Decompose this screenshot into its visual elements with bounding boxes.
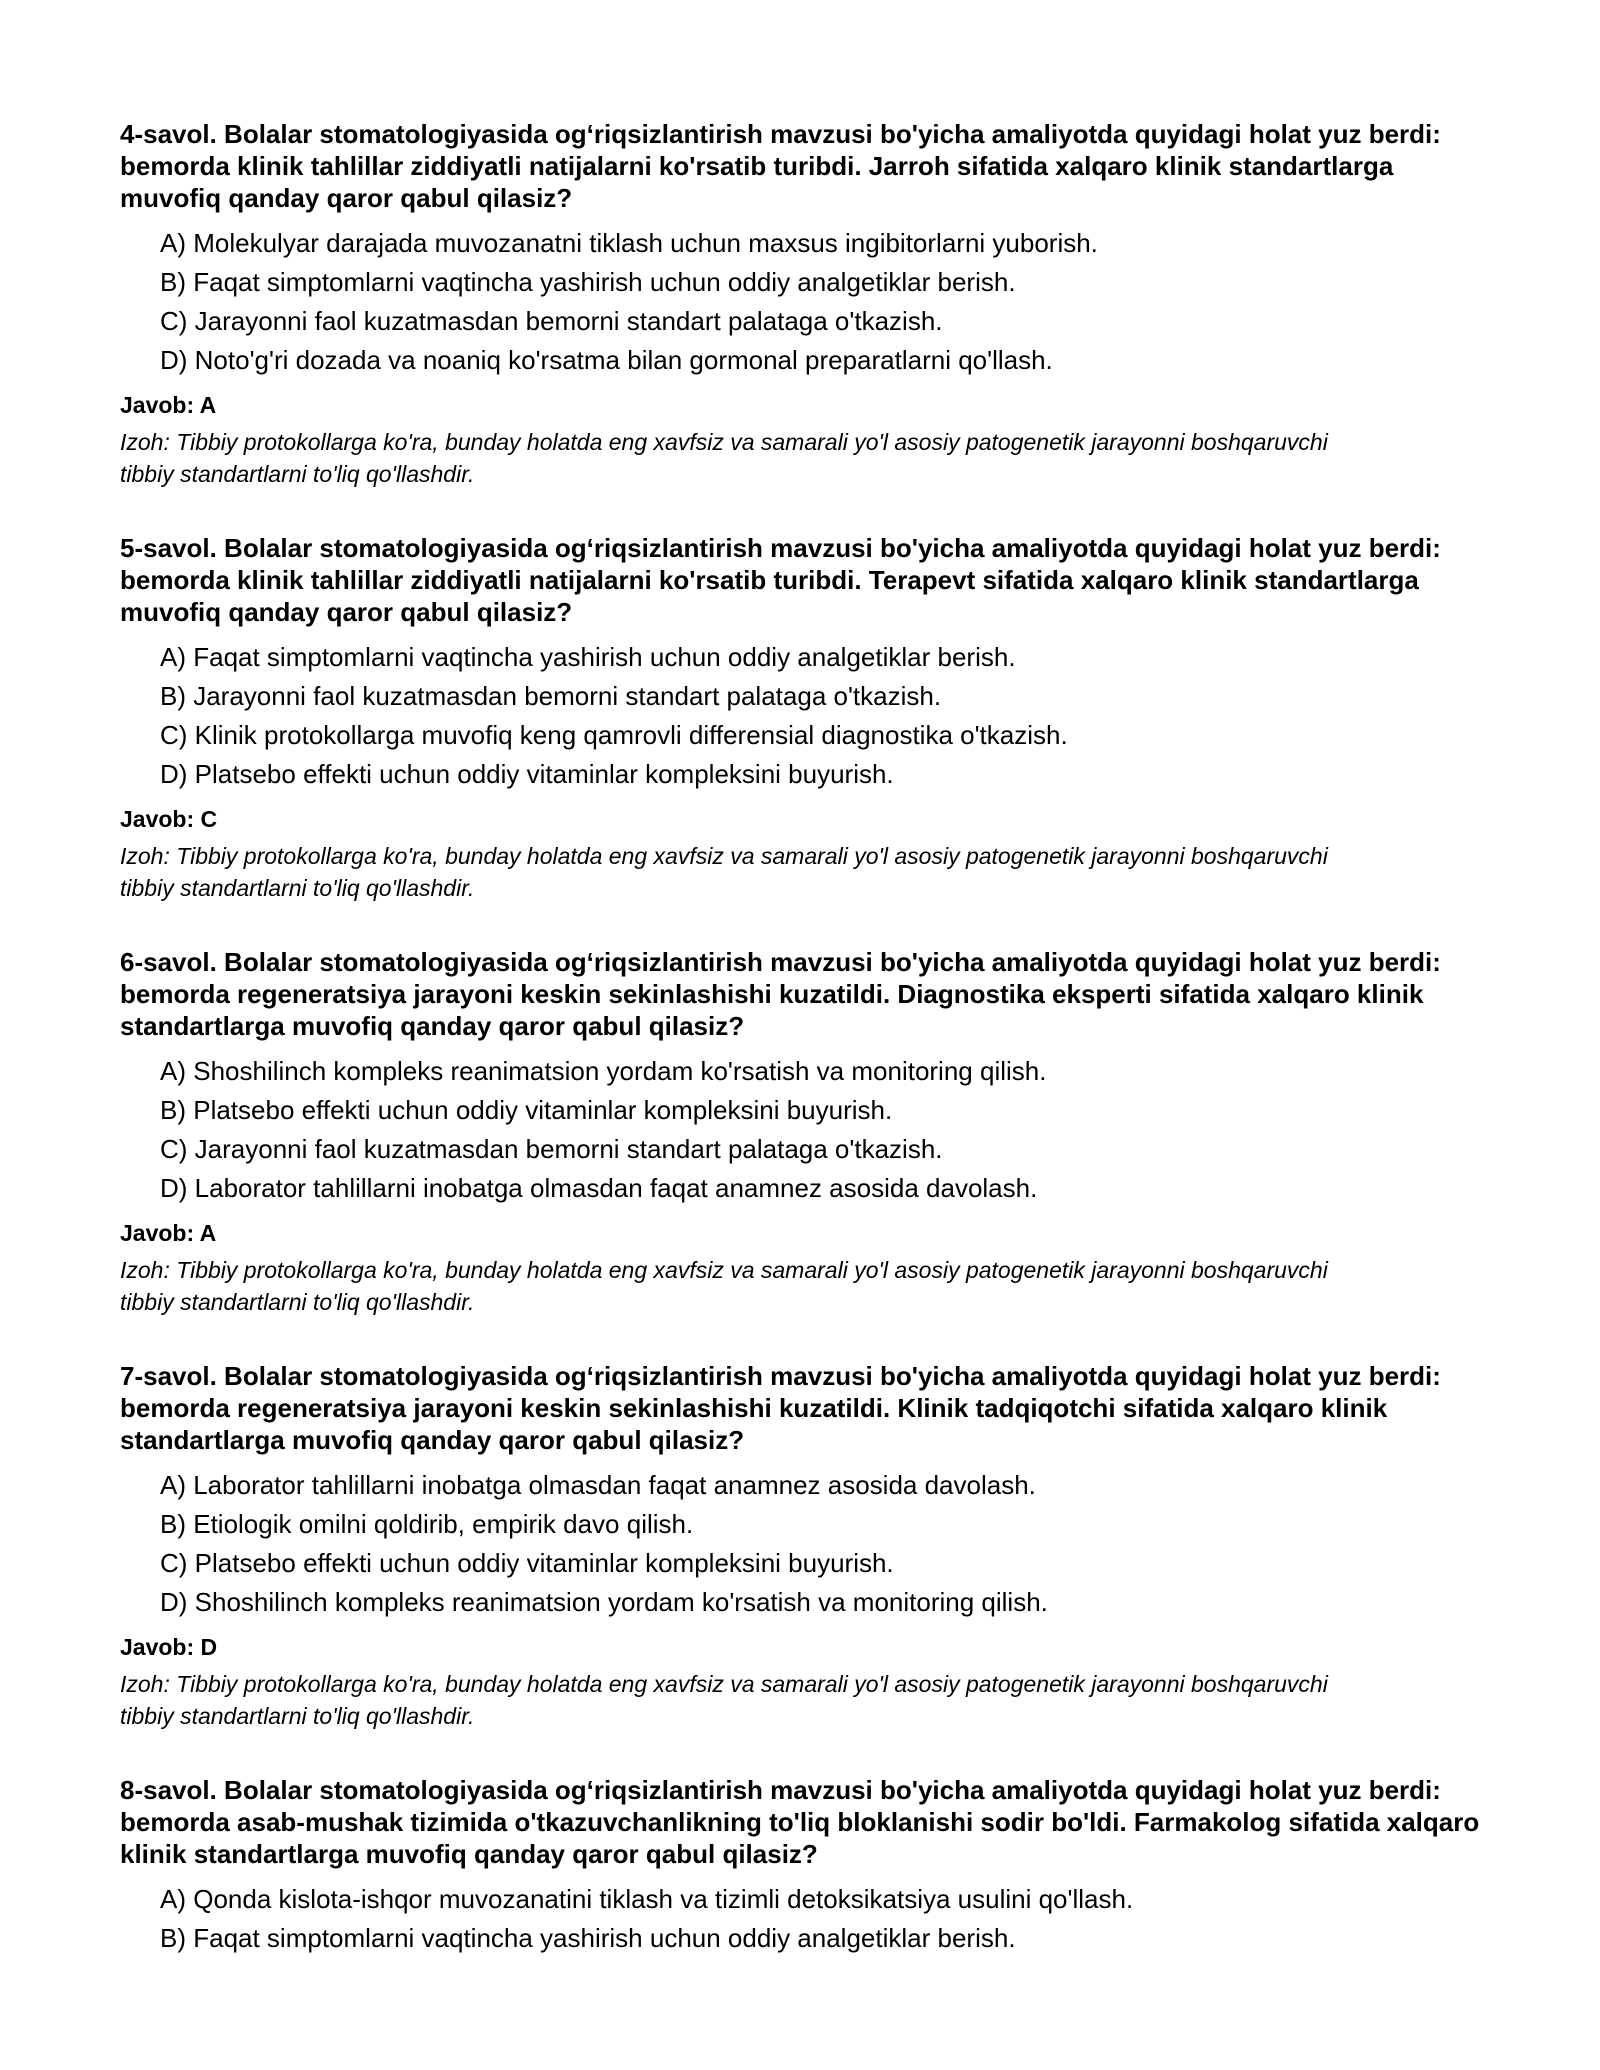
question-title: 4-savol. Bolalar stomatologiyasida og‘riqsizlantirish mavzusi bo'yicha amaliyotda quyidagi holat yuz berdi: bemorda klinik tahlillar ziddiyatli natijalarni ko'rsatib turibdi. Jarroh sifatida xalqaro klinik standartlarga muvofiq qanday qaror qabul qilasiz? <box>120 119 1441 213</box>
option-a: A) Faqat simptomlarni vaqtincha yashirish uchun oddiy analgetiklar berish. <box>160 642 1016 672</box>
options-list <box>120 1880 1500 1958</box>
question-8 <box>120 1774 1500 1958</box>
options-list <box>120 1466 1500 1622</box>
explanation-note: Izoh: Tibbiy protokollarga ko'ra, bunday holatda eng xavfsiz va samarali yo'l asosiy patogenetik jarayonni boshqaruvchi tibbiy standartlarni to'liq qo'llashdir. <box>120 429 1328 487</box>
options-list <box>120 638 1500 794</box>
option-b: B) Etiologik omilni qoldirib, empirik davo qilish. <box>160 1509 694 1539</box>
question-title: 8-savol. Bolalar stomatologiyasida og‘riqsizlantirish mavzusi bo'yicha amaliyotda quyidagi holat yuz berdi: bemorda asab-mushak tizimida o'tkazuvchanlikning to'liq bloklanishi sodir bo'ldi. Farmakolog sifatida xalqaro klinik standartlarga muvofiq qanday qaror qabul qilasiz? <box>120 1775 1480 1869</box>
option-d: D) Shoshilinch kompleks reanimatsion yordam ko'rsatish va monitoring qilish. <box>160 1587 1048 1617</box>
question-6 <box>120 946 1500 1318</box>
question-title: 5-savol. Bolalar stomatologiyasida og‘riqsizlantirish mavzusi bo'yicha amaliyotda quyidagi holat yuz berdi: bemorda klinik tahlillar ziddiyatli natijalarni ko'rsatib turibdi. Terapevt sifatida xalqaro klinik standartlarga muvofiq qanday qaror qabul qilasiz? <box>120 533 1441 627</box>
option-c: C) Jarayonni faol kuzatmasdan bemorni standart palataga o'tkazish. <box>160 306 943 336</box>
question-title: 6-savol. Bolalar stomatologiyasida og‘riqsizlantirish mavzusi bo'yicha amaliyotda quyidagi holat yuz berdi: bemorda regeneratsiya jarayoni keskin sekinlashishi kuzatildi. Diagnostika eksperti sifatida xalqaro klinik standartlarga muvofiq qanday qaror qabul qilasiz? <box>120 947 1441 1041</box>
question-5 <box>120 532 1500 904</box>
option-d: D) Laborator tahlillarni inobatga olmasdan faqat anamnez asosida davolash. <box>160 1173 1038 1203</box>
option-b: B) Faqat simptomlarni vaqtincha yashirish uchun oddiy analgetiklar berish. <box>160 1923 1016 1953</box>
option-c: C) Jarayonni faol kuzatmasdan bemorni standart palataga o'tkazish. <box>160 1134 943 1164</box>
question-7 <box>120 1360 1500 1732</box>
answer-label: Javob: C <box>120 806 218 832</box>
option-c: C) Platsebo effekti uchun oddiy vitaminlar kompleksini buyurish. <box>160 1548 894 1578</box>
option-c: C) Klinik protokollarga muvofiq keng qamrovli differensial diagnostika o'tkazish. <box>160 720 1068 750</box>
answer-label: Javob: A <box>120 392 217 418</box>
question-title: 7-savol. Bolalar stomatologiyasida og‘riqsizlantirish mavzusi bo'yicha amaliyotda quyidagi holat yuz berdi: bemorda regeneratsiya jarayoni keskin sekinlashishi kuzatildi. Klinik tadqiqotchi sifatida xalqaro klinik standartlarga muvofiq qanday qaror qabul qilasiz? <box>120 1361 1441 1455</box>
option-b: B) Platsebo effekti uchun oddiy vitaminlar kompleksini buyurish. <box>160 1095 893 1125</box>
option-d: D) Platsebo effekti uchun oddiy vitaminlar kompleksini buyurish. <box>160 759 894 789</box>
option-a: A) Molekulyar darajada muvozanatni tiklash uchun maxsus ingibitorlarni yuborish. <box>160 228 1098 258</box>
question-4 <box>120 118 1500 490</box>
option-a: A) Shoshilinch kompleks reanimatsion yordam ko'rsatish va monitoring qilish. <box>160 1056 1047 1086</box>
options-list <box>120 224 1500 380</box>
option-d: D) Noto'g'ri dozada va noaniq ko'rsatma bilan gormonal preparatlarni qo'llash. <box>160 345 1053 375</box>
explanation-note: Izoh: Tibbiy protokollarga ko'ra, bunday holatda eng xavfsiz va samarali yo'l asosiy patogenetik jarayonni boshqaruvchi tibbiy standartlarni to'liq qo'llashdir. <box>120 1671 1328 1729</box>
answer-label: Javob: A <box>120 1220 217 1246</box>
options-list <box>120 1052 1500 1208</box>
option-a: A) Laborator tahlillarni inobatga olmasdan faqat anamnez asosida davolash. <box>160 1470 1036 1500</box>
explanation-note: Izoh: Tibbiy protokollarga ko'ra, bunday holatda eng xavfsiz va samarali yo'l asosiy patogenetik jarayonni boshqaruvchi tibbiy standartlarni to'liq qo'llashdir. <box>120 1257 1328 1315</box>
document-page <box>120 118 1500 2000</box>
explanation-note: Izoh: Tibbiy protokollarga ko'ra, bunday holatda eng xavfsiz va samarali yo'l asosiy patogenetik jarayonni boshqaruvchi tibbiy standartlarni to'liq qo'llashdir. <box>120 843 1328 901</box>
option-b: B) Jarayonni faol kuzatmasdan bemorni standart palataga o'tkazish. <box>160 681 942 711</box>
option-b: B) Faqat simptomlarni vaqtincha yashirish uchun oddiy analgetiklar berish. <box>160 267 1016 297</box>
answer-label: Javob: D <box>120 1634 218 1660</box>
option-a: A) Qonda kislota-ishqor muvozanatini tiklash va tizimli detoksikatsiya usulini qo'llash. <box>160 1884 1134 1914</box>
